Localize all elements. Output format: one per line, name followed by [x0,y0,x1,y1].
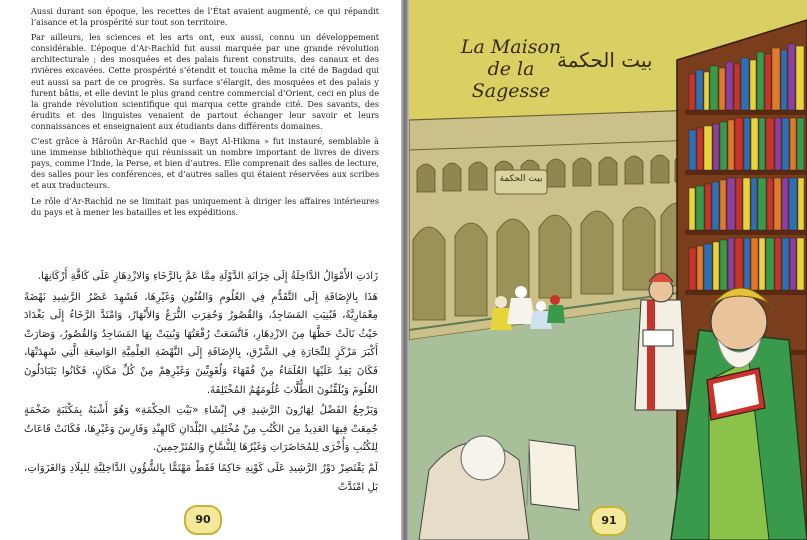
arabic-text-block [24,268,378,497]
left-page [0,0,401,540]
page-number-badge: 91 [590,506,628,536]
french-paragraph: Le rôle d’Ar-Rachîd ne se limitait pas uniquement à diriger les affaires intérieures du pays et à mener les batailles et les expéditions. [31,195,379,217]
book-gutter [401,0,409,540]
arabic-paragraph: زَادَتِ الأَمْوَالُ الدَّاخِلَةُ إِلَى خِزَانَةِ الدَّوْلَةِ مِمَّا عَمَّ بِالرَّخَاءِ وَالازْدِهَارِ عَلَى كَافَّةِ أَرْكَانِهَا. [37,271,378,282]
page-number-badge: 90 [184,505,222,535]
illustration-title-french: La Maison de la Sagesse [460,36,562,102]
french-paragraph: Par ailleurs, les sciences et les arts ont, eux aussi, connu un développement considérable. L’époque d’Ar-Rachîd fut aussi marquée par une grande révolution architecturale ; des mosquées et des palais furent construits, des canaux et des rivières excavées. Cette prospérité s’étendit et toucha même la cité de Bagdad qui eut aussi sa part de ce progrès. Sa surface s’élargit, des mosquées et des palais y furent bâtis, et elle devint le plus grand centre commercial d’Orient, ceci en plus de la grande révolution scientifique qui marqua cette grande cité. Des savants, des érudits et des linguistes venaient de partout échanger leur savoir et leurs connaissances et enseignaient aux étudiants dans différents domaines. [31,32,379,131]
right-page [409,0,807,540]
french-paragraph: Aussi durant son époque, les recettes de l’État avaient augmenté, ce qui répandit l’aisance et la prospérité sur tout son territoire. [31,6,379,28]
arabic-paragraph: وَيَرْجِعُ الفَضْلُ لِهَارُونَ الرَّشِيدِ فِي إِنْشَاءِ «بَيْتِ الحِكْمَةِ» وَهُوَ أَشْبَهُ بِمَكْتَبَةٍ ضَخْمَةٍ جُمِعَتْ فِيهَا العَدِيدُ مِنَ الكُتُبِ مِنْ مُخْتَلِفِ البُلْدَانِ كَالهِنْدِ وَفَارِسَ وَغَيْرِهَا، فَكَانَتْ قَاعَاتٌ لِلكُتُبِ وَأُخْرَى لِلمُحَاضَرَاتِ وَغَيْرُهَا لِلنُّسَّاخِ وَالمُتَرْجِمِينَ. [24,405,378,454]
french-text-block [31,6,379,218]
library-sign-text: بيت الحكمة [499,174,543,184]
french-paragraph: C’est grâce à Hâroûn Ar-Rachîd que « Bayt Al-Hikma » fut instauré, semblable à une immense bibliothèque qui réunissait un nombre important de livres de divers pays, comme l’Inde, la Perse, et bien d’autres. Elle comprenait des salles de lecture, des salles pour les conférences, et d’autres salles qui étaient réservées aux scribes et aux traducteurs. [31,136,379,191]
arabic-paragraph: هَذَا بِالإِضَافَةِ إِلَى التَّقَدُّمِ فِي العُلُومِ وَالفُنُونِ وَغَيْرِهَا، فَشَهِدَ عَصْرُ الرَّشِيدِ نَهْضَةً مِعْمَارِيَّةً، فَبُنِيَتِ المَسَاجِدُ، وَالقُصُورُ وَحُفِرَتِ التُّرَعُ وَالأَنْهَارُ، وَامْتَدَّ الرَّخَاءُ إِلَى بَغْدَادَ حَيْثُ نَالَتْ حَظَّهَا مِنَ الازْدِهَارِ، فَاتَّسَعَتْ رُقْعَتُهَا وَبُنِيَتْ بِهَا المَسَاجِدُ وَالقُصُورُ، وَصَارَتْ أَكْبَرَ مَرْكَزٍ لِلتِّجَارَةِ فِي الشَّرْقِ، بِالإِضَافَةِ إِلَى النَّهْضَةِ العِلْمِيَّةِ الوَاسِعَةِ الَّتِي شَهِدَتْهَا، فَكَانَ يَفِدُ عَلَيْهَا العُلَمَاءُ مِنْ فُقَهَاءَ وَلُغَوِيِّينَ وَغَيْرِهِمْ مِنْ كُلِّ مَكَانٍ، فَكَانُوا يَتَبَادَلُونَ العُلُومَ وَيُلَقِّنُونَ الطُّلَّابَ عُلُومَهُمُ المُخْتَلِفَةَ. [24,291,378,396]
illustration-title-arabic: بيت الحكمة [557,48,653,72]
arabic-paragraph: لَمْ يَقْتَصِرْ دَوْرُ الرَّشِيدِ عَلَى كَوْنِهِ حَاكِمًا فَقَطْ مَهْتَمًّا بِالشُّؤُونِ الدَّاخِلِيَّةِ لِلبِلَادِ وَالغَزَوَاتِ، بَلِ امْتَدَّتْ [24,462,378,493]
